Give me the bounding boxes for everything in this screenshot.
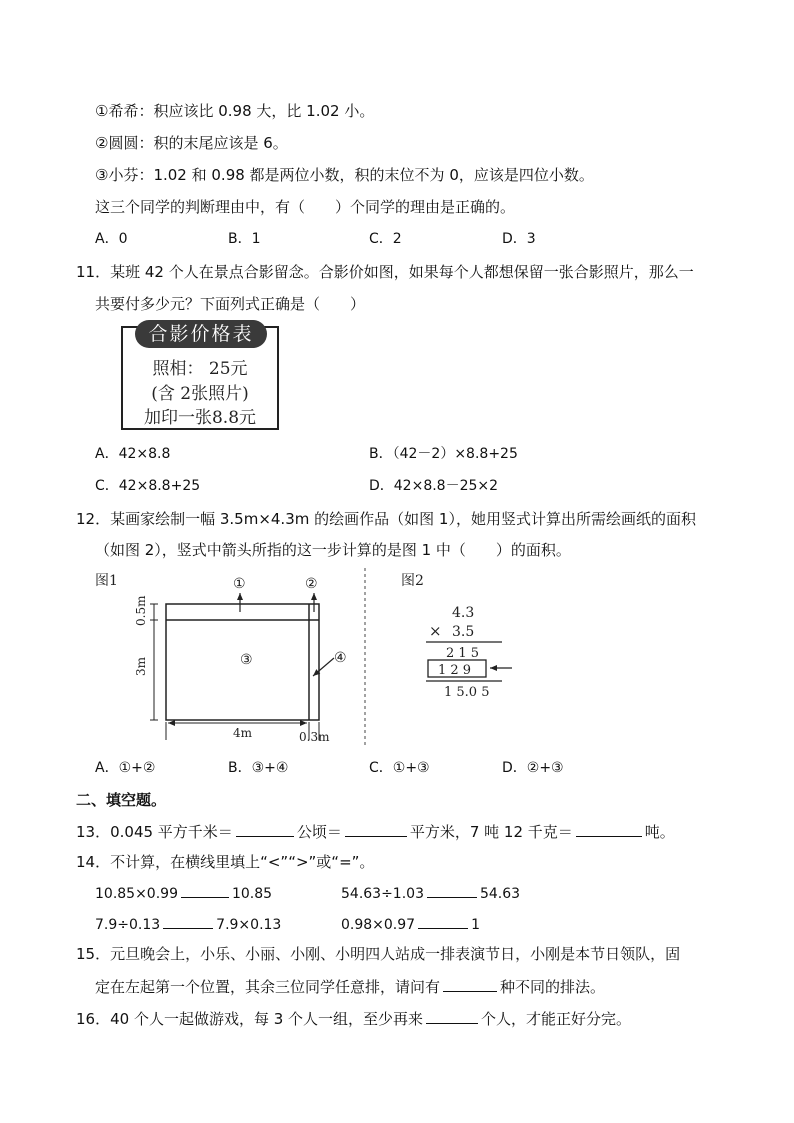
fig2-label: 图2 [401,573,424,589]
price-line-extra: 加印一张8.8元 [143,408,257,428]
q10-option-a[interactable]: A．0 [95,231,128,247]
q14-rhs-2: 54.63 [479,886,521,902]
q11-option-d[interactable]: D．42×8.8－25×2 [369,478,499,494]
q14-item-1 [95,882,272,904]
calc-result: 1 5.0 5 [444,685,490,700]
calc-partial-1: 2 1 5 [446,646,480,661]
q10-stem: 这三个同学的判断理由中，有（ ）个同学的理由是正确的。 [95,198,516,216]
q16-part1: 16．40 个人一起做游戏，每 3 个人一组，至少再来 [76,1010,424,1028]
q14-blank-2[interactable] [427,882,477,898]
q13-part1: 13．0.045 平方千米＝ [76,823,233,841]
q13-part2: 公顷＝ [296,823,342,841]
q14-item-3 [95,913,281,935]
q13-blank-hectare[interactable] [236,821,294,837]
q10-option-b[interactable]: B．1 [228,231,261,247]
q15-line2-part1: 定在左起第一个位置，其余三位同学任意排，请问有 [95,978,441,996]
marker1-label: ① [233,576,246,592]
q16-part2: 个人，才能正好分完。 [481,1010,632,1028]
q14-rhs-4: 1 [471,917,480,933]
q14-expr-3: 7.9÷0.13 [95,917,161,933]
fig1-label: 图1 [95,573,118,589]
q14-rhs-1: 10.85 [231,886,273,902]
q13-part4: 吨。 [644,823,675,841]
q10-option-c[interactable]: C．2 [369,231,402,247]
q12-option-c[interactable]: C．①+③ [369,760,430,776]
q12-stem-line1: 12．某画家绘制一幅 3.5m×4.3m 的绘画作品（如图 1），她用竖式计算出所需绘画纸的面积 [76,510,696,528]
q10-reason-1: ①希希：积应该比 0.98 大，比 1.02 小。 [95,102,375,120]
q11-option-c[interactable]: C．42×8.8+25 [95,478,201,494]
q14-expr-4: 0.98×0.97 [341,917,416,933]
calc-mult: 3.5 [452,624,475,640]
marker4-arrow [313,658,334,676]
q12-stem-line2: （如图 2），竖式中箭头所指的这一步计算的是图 1 中（ ）的面积。 [95,541,571,559]
marker4-label: ④ [334,650,347,666]
q11-option-a[interactable]: A．42×8.8 [95,446,171,462]
q10-reason-2: ②圆圆：积的末尾应该是 6。 [95,134,288,152]
q10-option-d[interactable]: D．3 [502,231,536,247]
dim-3m-label: 3m [134,656,148,676]
dim-4m-label: 4m [233,726,253,740]
q12-option-a[interactable]: A．①+② [95,760,156,776]
q11-stem-line2: 共要付多少元？下面列式正确是（ ） [95,295,366,313]
q13-blank-sqm[interactable] [345,821,407,837]
q10-reason-3: ③小芬：1.02 和 0.98 都是两位小数，积的末位不为 0，应该是四位小数。 [95,166,594,184]
q11-option-b[interactable]: B．（42－2）×8.8+25 [369,446,518,462]
q12-option-d[interactable]: D．②+③ [502,760,564,776]
q15-line2 [95,976,605,997]
q14-blank-4[interactable] [418,913,468,929]
dim-0.3m-label: 0.3m [299,730,330,744]
q16-blank[interactable] [426,1008,478,1024]
q15-line1: 15．元旦晚会上，小乐、小丽、小刚、小明四人站成一排表演节日，小刚是本节日领队，固 [76,945,681,963]
q15-line2-part2: 种不同的排法。 [500,978,606,996]
q16 [76,1008,631,1029]
calc-partial-2: 1 2 9 [438,663,472,678]
q12-option-b[interactable]: B．③+④ [228,760,289,776]
calc-times: × [429,622,442,640]
q14-item-4 [341,913,480,935]
q14-expr-1: 10.85×0.99 [95,886,178,902]
dim-0.5m-label: 0.5m [134,595,148,626]
q14-item-2 [341,882,520,904]
price-line-photo: 照相： 25元 [152,359,248,379]
price-line-includes: (含 2张照片) [151,384,249,404]
q14-blank-3[interactable] [163,913,213,929]
q14-rhs-3: 7.9×0.13 [216,917,282,933]
price-table-title: 合影价格表 [135,320,267,348]
q14-blank-1[interactable] [181,882,229,898]
q13 [76,821,675,842]
q13-blank-ton[interactable] [576,821,642,837]
q14-expr-2: 54.63÷1.03 [341,886,424,902]
section-fill-in-title: 二、填空题。 [76,791,167,809]
marker3-label: ③ [240,652,253,668]
q15-blank[interactable] [443,976,497,992]
q13-part3: 平方米，7 吨 12 千克＝ [409,823,573,841]
q11-stem-line1: 11．某班 42 个人在景点合影留念。合影价如图，如果每个人都想保留一张合影照片，那么一 [76,263,694,281]
calc-top: 4.3 [452,605,475,621]
marker2-label: ② [305,576,318,592]
q14-stem: 14．不计算，在横线里填上“<”“>”或“=”。 [76,853,375,871]
